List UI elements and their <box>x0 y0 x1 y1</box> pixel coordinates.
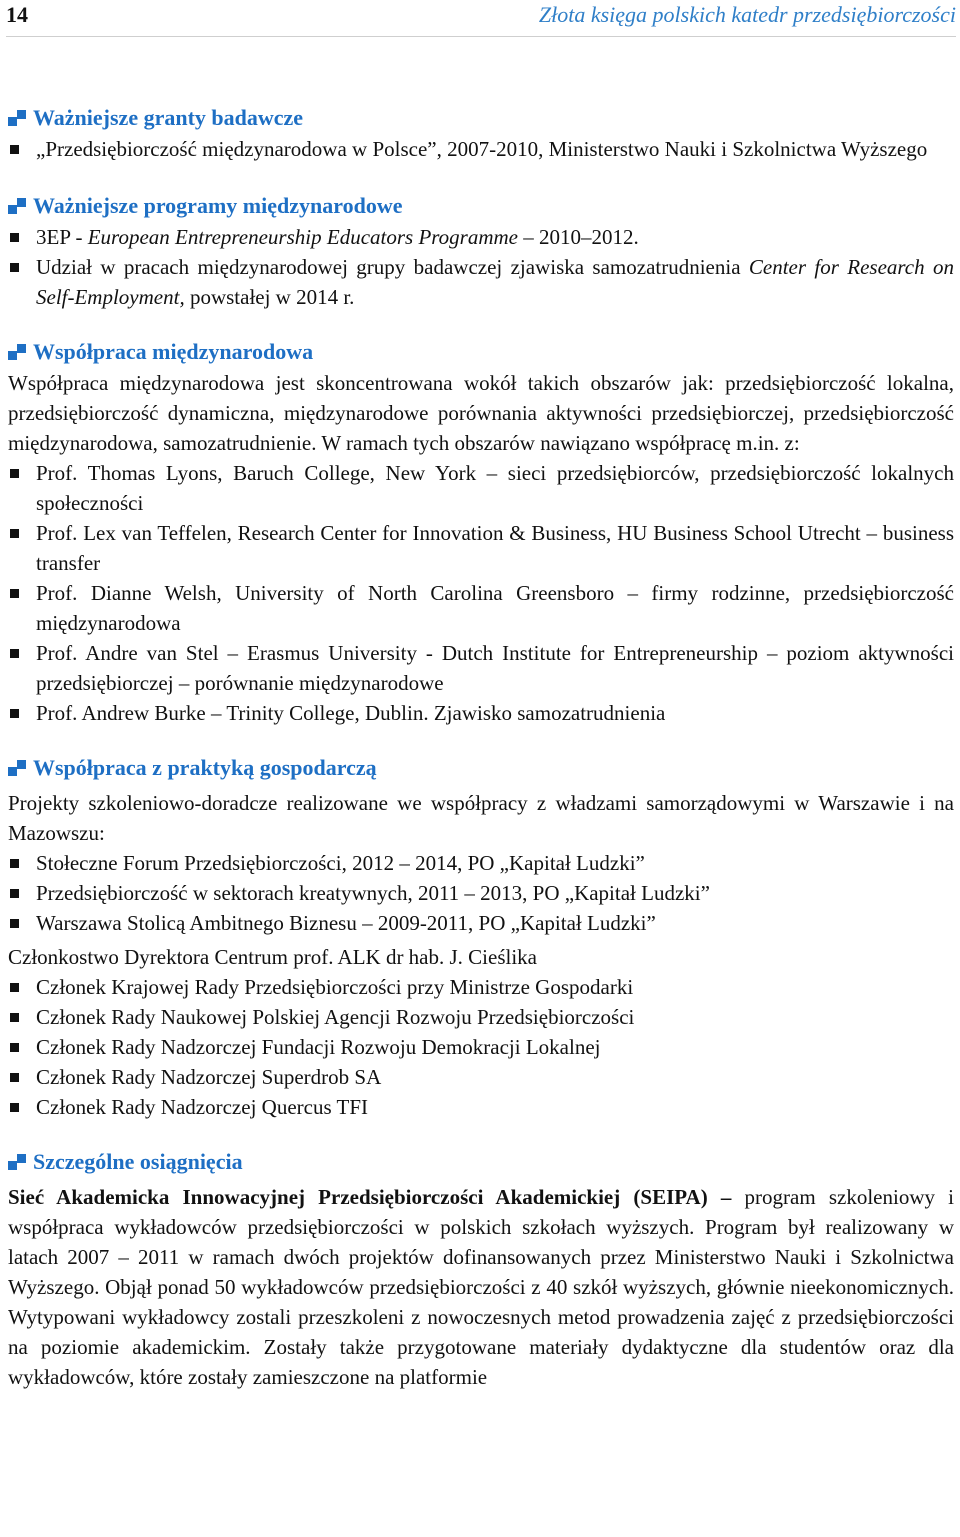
list-item-text: Członek Rady Naukowej Polskiej Agencji Rozwoju Przedsiębiorczości <box>36 1005 635 1029</box>
bullet-square-icon <box>10 859 19 868</box>
membership-heading: Członkostwo Dyrektora Centrum prof. ALK dr hab. J. Cieślika <box>8 945 537 969</box>
program-research-year: powstałej w 2014 r. <box>184 285 355 309</box>
section-bullet-icon <box>8 198 28 215</box>
list-item-text: Prof. Lex van Teffelen, Research Center for Innovation & Business, HU Business School Utrecht – business transfer <box>36 521 954 575</box>
list-item <box>8 1062 954 1092</box>
list-item <box>8 972 954 1002</box>
list-item <box>8 878 954 908</box>
list-item <box>8 1002 954 1032</box>
section-heading-achievements <box>8 1146 954 1178</box>
bullet-square-icon <box>10 1013 19 1022</box>
list-item-text: Warszawa Stolicą Ambitnego Biznesu – 2009-2011, PO „Kapitał Ludzki” <box>36 911 656 935</box>
seipa-name: Sieć Akademicka Innowacyjnej Przedsiębiorczości Akademickiej (SEIPA) – <box>8 1185 732 1209</box>
list-item-text: Członek Krajowej Rady Przedsiębiorczości przy Ministrze Gospodarki <box>36 975 634 999</box>
section-bullet-icon <box>8 760 28 777</box>
practice-intro: Projekty szkoleniowo-doradcze realizowane we współpracy z władzami samorządowymi w Warszawie i na Mazowszu: <box>8 791 954 845</box>
page-content <box>8 102 954 1392</box>
section-title-text: Ważniejsze granty badawcze <box>33 105 304 130</box>
list-item-text: Prof. Andre van Stel – Erasmus University - Dutch Institute for Entrepreneurship – poziom aktywności przedsiębiorczej – porównanie międzynarodowe <box>36 641 954 695</box>
section-heading-practice <box>8 752 954 784</box>
bullet-square-icon <box>10 889 19 898</box>
list-item-text: Członek Rady Nadzorczej Fundacji Rozwoju Demokracji Lokalnej <box>36 1035 601 1059</box>
list-item-text: Prof. Thomas Lyons, Baruch College, New York – sieci przedsiębiorców, przedsiębiorczość lokalnych społeczności <box>36 461 954 515</box>
bullet-square-icon <box>10 529 19 538</box>
section-heading-cooperation <box>8 336 954 368</box>
list-item <box>8 134 954 164</box>
program-research-center: Center for Research on Self-Employment, <box>36 255 954 309</box>
list-item <box>8 252 954 312</box>
list-item <box>8 222 954 252</box>
bullet-square-icon <box>10 145 19 154</box>
section-title-text: Współpraca międzynarodowa <box>33 339 314 364</box>
list-item <box>8 578 954 638</box>
programs-list <box>8 222 954 312</box>
achievements-paragraph <box>8 1182 954 1392</box>
list-item <box>8 908 954 938</box>
list-item-text: Prof. Dianne Welsh, University of North Carolina Greensboro – firmy rodzinne, przedsiębiorczość międzynarodowa <box>36 581 954 635</box>
list-item-text: Przedsiębiorczość w sektorach kreatywnych, 2011 – 2013, PO „Kapitał Ludzki” <box>36 881 710 905</box>
program-3ep-name: European Entrepreneurship Educators Programme <box>87 225 518 249</box>
bullet-square-icon <box>10 919 19 928</box>
bullet-square-icon <box>10 589 19 598</box>
section-title-text: Ważniejsze programy międzynarodowe <box>33 193 403 218</box>
membership-list <box>8 972 954 1122</box>
practice-projects-list <box>8 848 954 938</box>
program-3ep-years: – 2010–2012. <box>518 225 639 249</box>
list-item <box>8 638 954 698</box>
grants-list <box>8 134 954 164</box>
seipa-description: program szkoleniowy i współpraca wykładowców przedsiębiorczości w polskich szkołach wyższych. Program był realizowany w latach 2007 – 2011 w ramach dwóch projektów dofinansowanych przez Ministerstwo Nauki i Szkolnictwa Wyższego. Objął ponad 50 wykładowców przedsiębiorczości z 40 szkół wyższych, głównie nieekonomicznych. Wytypowani wykładowcy zostali przeszkoleni z nowoczesnych metod prowadzenia zajęć z przedsiębiorczości na poziomie akademickim. Zostały także przygotowane materiały dydaktyczne dla studentów oraz dla wykładowców, które zostały zamieszczone na platformie <box>8 1185 954 1389</box>
list-item <box>8 848 954 878</box>
section-heading-programs <box>8 190 954 222</box>
bullet-square-icon <box>10 1103 19 1112</box>
bullet-square-icon <box>10 1043 19 1052</box>
bullet-square-icon <box>10 263 19 272</box>
bullet-square-icon <box>10 709 19 718</box>
running-header <box>6 0 956 32</box>
program-3ep-prefix: 3EP - <box>36 225 88 249</box>
section-heading-grants <box>8 102 954 134</box>
running-title: Złota księga polskich katedr przedsiębiorczości <box>538 2 956 27</box>
bullet-square-icon <box>10 233 19 242</box>
bullet-square-icon <box>10 1073 19 1082</box>
list-item-text: Prof. Andrew Burke – Trinity College, Dublin. Zjawisko samozatrudnienia <box>36 701 666 725</box>
list-item-text: Stołeczne Forum Przedsiębiorczości, 2012 – 2014, PO „Kapitał Ludzki” <box>36 851 645 875</box>
program-research-text: Udział w pracach międzynarodowej grupy badawczej zjawiska samozatrudnienia <box>36 255 749 279</box>
section-bullet-icon <box>8 344 28 361</box>
bullet-square-icon <box>10 469 19 478</box>
bullet-square-icon <box>10 983 19 992</box>
page-number: 14 <box>6 2 28 27</box>
section-bullet-icon <box>8 1154 28 1171</box>
list-item <box>8 458 954 518</box>
list-item-text: „Przedsiębiorczość międzynarodowa w Polsce”, 2007-2010, Ministerstwo Nauki i Szkolnictwa Wyższego <box>36 137 928 161</box>
cooperation-list <box>8 458 954 728</box>
header-rule <box>6 36 956 37</box>
list-item-text: Członek Rady Nadzorczej Superdrob SA <box>36 1065 382 1089</box>
list-item-text: Członek Rady Nadzorczej Quercus TFI <box>36 1095 369 1119</box>
section-title-text: Współpraca z praktyką gospodarczą <box>33 755 377 780</box>
cooperation-intro: Współpraca międzynarodowa jest skoncentrowana wokół takich obszarów jak: przedsiębiorczość lokalna, przedsiębiorczość dynamiczna, międzynarodowe porównania aktywności przedsiębiorczej, przedsiębiorczość międzynarodowa, samozatrudnienie. W ramach tych obszarów nawiązano współpracę m.in. z: <box>8 371 954 455</box>
list-item <box>8 698 954 728</box>
section-bullet-icon <box>8 110 28 127</box>
list-item <box>8 518 954 578</box>
section-title-text: Szczególne osiągnięcia <box>33 1149 243 1174</box>
list-item <box>8 1092 954 1122</box>
list-item <box>8 1032 954 1062</box>
bullet-square-icon <box>10 649 19 658</box>
